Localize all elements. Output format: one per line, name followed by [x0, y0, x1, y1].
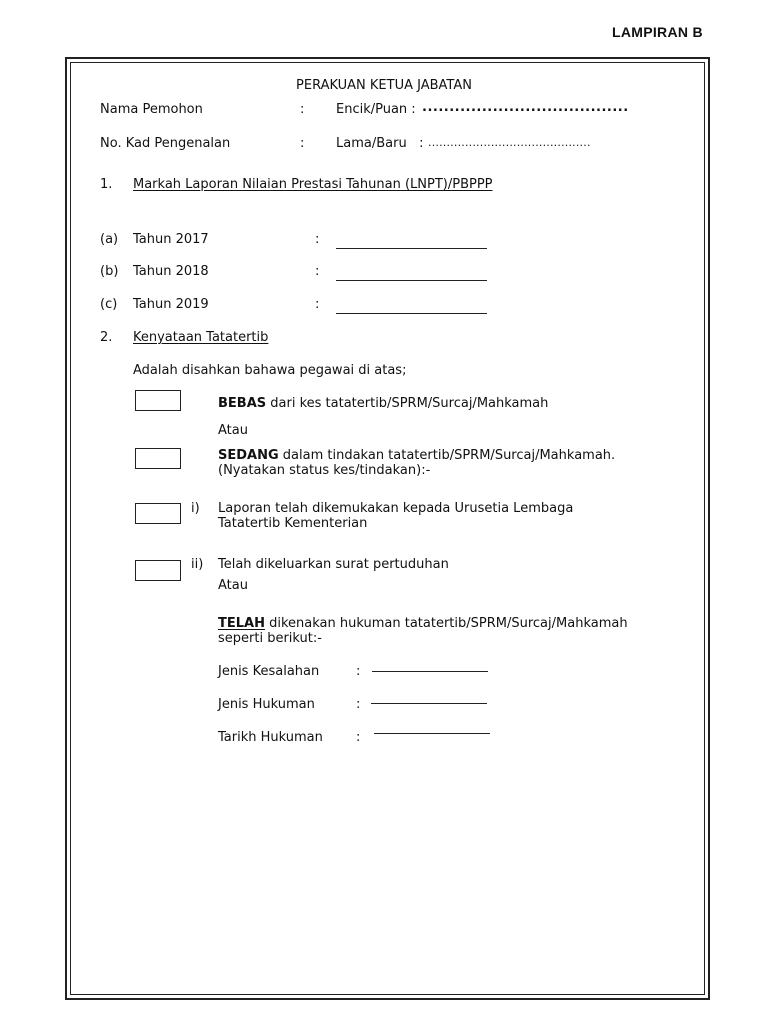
year-a-input-line[interactable]	[336, 248, 487, 249]
atau-label-2: Atau	[218, 578, 248, 593]
punishment-date-colon: :	[356, 730, 361, 745]
year-c-letter: (c)	[100, 297, 118, 312]
applicant-name-label: Nama Pemohon	[100, 102, 203, 117]
section2-intro: Adalah disahkan bahawa pegawai di atas;	[133, 363, 407, 378]
sedang-text: dalam tindakan tatatertib/SPRM/Surcaj/Mahkamah. (Nyatakan status kes/tindakan):-	[218, 448, 616, 478]
atau-label-1: Atau	[218, 423, 248, 438]
bebas-text: dari kes tatatertib/SPRM/Surcaj/Mahkamah	[266, 396, 549, 411]
item-i-text: Laporan telah dikemukakan kepada Urusetia Lembaga Tatatertib Kementerian	[218, 501, 574, 531]
ic-number-prefix: Lama/Baru :	[336, 136, 424, 151]
item-ii-checkbox[interactable]	[135, 560, 181, 581]
section1-heading: Markah Laporan Nilaian Prestasi Tahunan (LNPT)/PBPPP	[133, 177, 493, 192]
applicant-name-field[interactable]: ......................................	[422, 100, 629, 115]
ic-number-colon: :	[300, 136, 305, 151]
section2-heading: Kenyataan Tatatertib	[133, 330, 269, 345]
punishment-type-label: Jenis Hukuman	[218, 697, 315, 712]
year-b-input-line[interactable]	[336, 280, 487, 281]
bebas-checkbox[interactable]	[135, 390, 181, 411]
item-i-marker: i)	[191, 501, 200, 516]
year-a-label: Tahun 2017	[133, 232, 209, 247]
sedang-checkbox[interactable]	[135, 448, 181, 469]
year-a-colon: :	[315, 232, 320, 247]
punishment-type-input-line[interactable]	[371, 703, 487, 704]
year-b-letter: (b)	[100, 264, 119, 279]
ic-number-field[interactable]: ............................................	[428, 136, 591, 149]
item-ii-text: Telah dikeluarkan surat pertuduhan	[218, 557, 449, 572]
sedang-statement	[218, 448, 680, 478]
punishment-date-label: Tarikh Hukuman	[218, 730, 323, 745]
offense-type-input-line[interactable]	[372, 671, 488, 672]
applicant-name-colon: :	[300, 102, 305, 117]
item-ii-marker: ii)	[191, 557, 204, 572]
ic-number-label: No. Kad Pengenalan	[100, 136, 231, 151]
attachment-label: LAMPIRAN B	[612, 24, 703, 40]
form-title: PERAKUAN KETUA JABATAN	[296, 78, 472, 93]
telah-statement	[218, 616, 673, 646]
punishment-date-input-line[interactable]	[374, 733, 490, 734]
applicant-name-prefix: Encik/Puan :	[336, 102, 416, 117]
telah-keyword: TELAH	[218, 616, 265, 631]
section1-number: 1.	[100, 177, 113, 192]
bebas-keyword: BEBAS	[218, 396, 267, 411]
offense-type-colon: :	[356, 664, 361, 679]
year-b-label: Tahun 2018	[133, 264, 209, 279]
item-i-checkbox[interactable]	[135, 503, 181, 524]
offense-type-label: Jenis Kesalahan	[218, 664, 320, 679]
sedang-keyword: SEDANG	[218, 448, 279, 463]
section2-number: 2.	[100, 330, 113, 345]
telah-text: dikenakan hukuman tatatertib/SPRM/Surcaj/Mahkamah seperti berikut:-	[218, 616, 628, 646]
bebas-statement	[218, 396, 548, 411]
year-a-letter: (a)	[100, 232, 119, 247]
punishment-type-colon: :	[356, 697, 361, 712]
year-c-input-line[interactable]	[336, 313, 487, 314]
year-c-label: Tahun 2019	[133, 297, 209, 312]
year-b-colon: :	[315, 264, 320, 279]
year-c-colon: :	[315, 297, 320, 312]
